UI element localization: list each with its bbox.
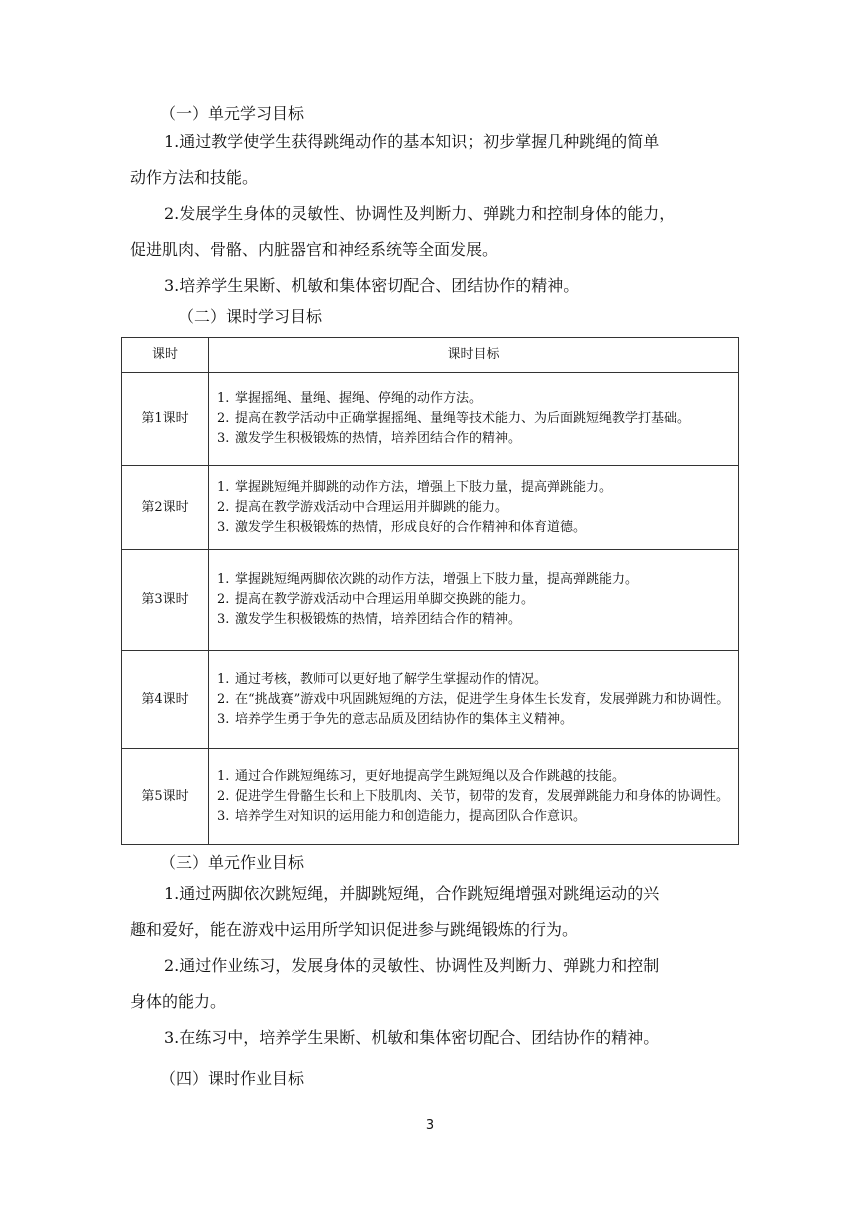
- goal-item: [217, 498, 734, 518]
- lesson-cell: 第1课时: [122, 373, 209, 466]
- item-text: 促进学生骨骼生长和上下肢肌肉、关节，韧带的发育，发展弹跳能力和身体的协调性。: [235, 788, 730, 804]
- goal-number: 1.: [164, 132, 180, 151]
- homework-goals: [130, 876, 730, 1056]
- item-number: 1.: [217, 768, 230, 784]
- goal-number: 2.: [164, 204, 180, 223]
- goal-item: [217, 590, 734, 610]
- goals-cell: [209, 749, 739, 845]
- item-text: 培养学生对知识的运用能力和创造能力，提高团队合作意识。: [235, 808, 587, 824]
- goal-number: 3.: [164, 276, 180, 295]
- item-text: 掌握摇绳、量绳、握绳、停绳的动作方法。: [235, 391, 483, 406]
- item-text: 激发学生积极锻炼的热情，培养团结合作的精神。: [235, 431, 522, 446]
- header-lesson: 课时: [122, 338, 209, 373]
- goal-item: [217, 429, 734, 449]
- item-text: 掌握跳短绳两脚依次跳的动作方法，增强上下肢力量，提高弹跳能力。: [235, 572, 639, 587]
- homework-goal-3: [130, 1020, 730, 1056]
- goal-item: [217, 409, 734, 429]
- goal-item: [217, 787, 734, 807]
- header-goals: 课时目标: [209, 338, 739, 373]
- section-heading-lesson-homework-goals: （四）课时作业目标: [160, 1069, 305, 1088]
- goal-item: [217, 690, 734, 710]
- homework-goal-2: [130, 948, 730, 1020]
- item-number: 1.: [217, 671, 230, 687]
- goal-item: [217, 389, 734, 409]
- goal-item: [217, 570, 734, 590]
- goal-text: 通过两脚依次跳短绳，并脚跳短绳，合作跳短绳增强对跳绳运动的兴: [179, 884, 660, 903]
- goal-text-cont: 促进肌肉、骨骼、内脏器官和神经系统等全面发展。: [130, 240, 499, 259]
- goal-item: [217, 767, 734, 787]
- goal-text: 在练习中，培养学生果断、机敏和集体密切配合、团结协作的精神。: [179, 1028, 660, 1047]
- goal-item: [217, 478, 734, 498]
- item-number: 1.: [217, 391, 230, 406]
- item-text: 在“挑战赛”游戏中巩固跳短绳的方法，促进学生身体生长发育，发展弹跳力和协调性。: [235, 691, 730, 707]
- goals-cell: [209, 373, 739, 466]
- goals-cell: [209, 466, 739, 550]
- item-text: 激发学生积极锻炼的热情，培养团结合作的精神。: [235, 612, 522, 627]
- unit-goal-2: [130, 196, 730, 268]
- item-text: 提高在教学游戏活动中合理运用并脚跳的能力。: [235, 499, 509, 515]
- unit-goals: [130, 124, 730, 304]
- item-number: 3.: [217, 519, 230, 535]
- lesson-cell: 第2课时: [122, 466, 209, 550]
- item-text: 提高在教学活动中正确掌握摇绳、量绳等技术能力、为后面跳短绳教学打基础。: [235, 411, 691, 426]
- item-number: 2.: [217, 499, 230, 515]
- goal-number: 1.: [164, 884, 180, 903]
- lesson-cell: 第4课时: [122, 651, 209, 749]
- table-row: [122, 466, 739, 550]
- homework-goal-1: [130, 876, 730, 948]
- table-header-row: [122, 338, 739, 373]
- item-number: 1.: [217, 572, 230, 587]
- goal-number: 2.: [164, 956, 180, 975]
- section-heading-lesson-goals: （二）课时学习目标: [178, 307, 323, 326]
- goal-text-cont: 动作方法和技能。: [130, 168, 259, 187]
- goal-text: 培养学生果断、机敏和集体密切配合、团结协作的精神。: [179, 276, 580, 295]
- goal-text-cont: 趣和爱好，能在游戏中运用所学知识促进参与跳绳锻炼的行为。: [130, 920, 579, 939]
- table-row: [122, 749, 739, 845]
- item-number: 1.: [217, 479, 230, 495]
- item-number: 2.: [217, 411, 230, 426]
- goal-number: 3.: [164, 1028, 180, 1047]
- item-number: 3.: [217, 612, 230, 627]
- item-text: 培养学生勇于争先的意志品质及团结协作的集体主义精神。: [235, 711, 574, 727]
- item-number: 3.: [217, 808, 230, 824]
- lesson-cell: 第5课时: [122, 749, 209, 845]
- goal-item: [217, 710, 734, 730]
- table-row: [122, 651, 739, 749]
- item-text: 通过合作跳短绳练习，更好地提高学生跳短绳以及合作跳越的技能。: [235, 768, 626, 784]
- goal-text: 通过作业练习，发展身体的灵敏性、协调性及判断力、弹跳力和控制: [179, 956, 660, 975]
- item-number: 2.: [217, 691, 230, 707]
- unit-goal-1: [130, 124, 730, 196]
- goals-cell: [209, 550, 739, 651]
- lesson-cell: 第3课时: [122, 550, 209, 651]
- goal-text: 发展学生身体的灵敏性、协调性及判断力、弹跳力和控制身体的能力，: [179, 204, 676, 223]
- goal-text-cont: 身体的能力。: [130, 992, 227, 1011]
- item-number: 3.: [217, 711, 230, 727]
- item-text: 提高在教学游戏活动中合理运用单脚交换跳的能力。: [235, 592, 535, 607]
- goals-cell: [209, 651, 739, 749]
- page-number: 3: [425, 1118, 435, 1133]
- goal-item: [217, 807, 734, 827]
- goal-text: 通过教学使学生获得跳绳动作的基本知识；初步掌握几种跳绳的简单: [179, 132, 660, 151]
- goal-item: [217, 670, 734, 690]
- goal-item: [217, 610, 734, 630]
- item-number: 3.: [217, 431, 230, 446]
- unit-goal-3: [130, 268, 730, 304]
- section-heading-unit-goals: （一）单元学习目标: [160, 104, 305, 123]
- goal-item: [217, 518, 734, 538]
- table-row: [122, 550, 739, 651]
- item-text: 通过考核，教师可以更好地了解学生掌握动作的情况。: [235, 671, 548, 687]
- lesson-goals-table: [121, 337, 739, 845]
- item-text: 激发学生积极锻炼的热情，形成良好的合作精神和体育道德。: [235, 519, 587, 535]
- section-heading-homework-goals: （三）单元作业目标: [160, 853, 305, 872]
- item-text: 掌握跳短绳并脚跳的动作方法，增强上下肢力量，提高弹跳能力。: [235, 479, 613, 495]
- item-number: 2.: [217, 788, 230, 804]
- table-row: [122, 373, 739, 466]
- item-number: 2.: [217, 592, 230, 607]
